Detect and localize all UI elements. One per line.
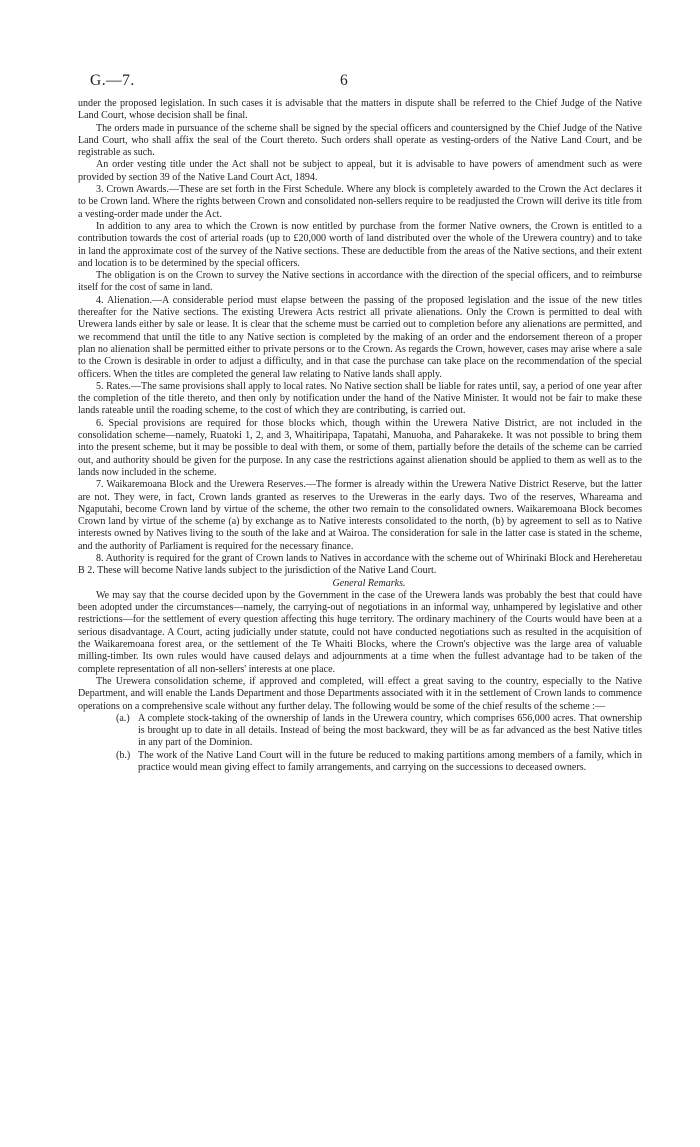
result-text: A complete stock-taking of the ownership of lands in the Urewera country, which comprises 656,000 acres. That ownership is brought up to date in all details. Instead of being the most backward, they will be as far advanced as the best Native titles in any part of the Dominion.	[138, 712, 642, 749]
result-text: The work of the Native Land Court will in the future be reduced to making partitions among members of a family, which in practice would mean giving effect to family arrangements, and carrying on the successions to deceased owners.	[138, 749, 642, 774]
paragraph: 5. Rates.—The same provisions shall apply to local rates. No Native section shall be liable for rates until, say, a period of one year after the completion of the title thereto, and then only by notification under the hand of the Native Minister. It would not be fair to make these lands rateable until the roading scheme, to the cost of which they are contributing, is carried out.	[78, 380, 642, 417]
document-reference: G.—7.	[90, 72, 135, 89]
paragraph: 4. Alienation.—A considerable period must elapse between the passing of the proposed legislation and the issue of the new titles thereafter for the Native sections. The existing Urewera Acts restrict all private alienations. Only the Crown is permitted to deal with Urewera lands either by sale or lease. It is clear that the scheme must be carried out to completion before any alienations are permitted, and we recommend that until the title to any Native section is completed by the making of an order and the endorsement thereon of a proper plan no alienation shall be permitted either to private persons or to the Crown. As regards the Crown, however, cases may arise where a sale to the Crown is desirable in order to adjust a difficulty, and in that case the purchase can take place on the recommendation of the special officers. When the titles are completed the general law relating to Native lands shall apply.	[78, 294, 642, 380]
document-body	[78, 98, 642, 774]
result-item	[116, 713, 642, 750]
result-label: (b.)	[116, 749, 131, 761]
result-label: (a.)	[116, 712, 130, 724]
remark-paragraph: We may say that the course decided upon by the Government in the case of the Urewera lands was probably the best that could have been adopted under the circumstances—namely, the carrying-out of negotiations in an informal way, unhampered by legislative and other restrictions—for the settlement of every question affecting this huge territory. The ordinary machinery of the Courts would have been at a serious disadvantage. A Court, acting judicially under statute, could not have conducted negotiations such as resulted in the acquisition of the Waikaremoana forest area, or the settlement of the Te Whaiti Blocks, where the Crown's objective was the large area of valuable milling-timber. Its own rules would have caused delays and adjournments at a time when the fullest advantage had to be taken of the complete representation of all non-sellers' interests at one place.	[78, 589, 642, 675]
paragraph: 6. Special provisions are required for those blocks which, though within the Urewera Native District, are not included in the consolidation scheme—namely, Ruatoki 1, 2, and 3, Whaitiripapa, Tapatahi, Manuoha, and Paharakeke. It was not possible to bring them into the present scheme, but it may be possible to deal with them, or some of them, partially before the details of the scheme can be carried out, and authority should be given for the purpose. In any case the restrictions against alienation should be applied to them as well as to the lands now included in the scheme.	[78, 417, 642, 478]
page-number: 6	[340, 72, 348, 89]
paragraph: An order vesting title under the Act shall not be subject to appeal, but it is advisable to have powers of amendment such as were provided by section 39 of the Native Land Court Act, 1894.	[78, 159, 642, 183]
paragraph: 3. Crown Awards.—These are set forth in the First Schedule. Where any block is completely awarded to the Crown the Act declares it to be Crown land. Where the rights between Crown and consolidated non-sellers require to be readjusted the Crown will derive its title from a vesting-order made under the Act.	[78, 184, 642, 220]
paragraph: 8. Authority is required for the grant of Crown lands to Natives in accordance with the scheme out of Whirinaki Block and Hereheretau B 2. These will become Native lands subject to the jurisdiction of the Native Land Court.	[78, 552, 642, 577]
section-heading: General Remarks.	[332, 577, 406, 589]
paragraph: In addition to any area to which the Crown is now entitled by purchase from the former Native owners, the Crown is entitled to a contribution towards the cost of arterial roads (up to £20,000 worth of land distributed over the whole of the Urewera country) and to take in land the approximate cost of the survey of the Native sections. These are deductible from the areas of the Native sections, and their extent and location is to be determined by the special officers.	[78, 220, 642, 269]
page-header	[78, 72, 642, 98]
paragraph: under the proposed legislation. In such cases it is advisable that the matters in dispute shall be referred to the Chief Judge of the Native Land Court, whose decision shall be final.	[78, 98, 642, 122]
remark-paragraph: The Urewera consolidation scheme, if approved and completed, will effect a great saving to the country, especially to the Native Department, and will enable the Lands Department and those Departments associated with it in the settlement of Crown lands to commence operations on a comprehensive scale without any further delay. The following would be some of the chief results of the scheme :—	[78, 675, 642, 712]
result-item	[116, 750, 642, 775]
paragraph: 7. Waikaremoana Block and the Urewera Reserves.—The former is already within the Urewera Native District Reserve, but the latter are not. They were, in fact, Crown lands granted as reserves to the Ureweras in the early days. Two of the reserves, Whareama and Ngaputahi, become Crown land by virtue of the scheme, the other two remain to the consolidated owners. Waikaremoana Block becomes Crown land by virtue of the scheme (a) by exchange as to Native interests consolidated to the north, (b) by agreement to sell as to Native interests owned by Natives living to the south of the lake and at Wairoa. The consideration for sale in the latter case is stated in the scheme, and the authority of Parliament is required for the necessary finance.	[78, 479, 642, 552]
paragraph: The orders made in pursuance of the scheme shall be signed by the special officers and countersigned by the Chief Judge of the Native Land Court, who shall affix the seal of the Court thereto. Such orders shall operate as vesting-orders of the Native Land Court, and be registrable as such.	[78, 122, 642, 159]
paragraph: The obligation is on the Crown to survey the Native sections in accordance with the direction of the special officers, and to reimburse itself for the cost of same in land.	[78, 270, 642, 294]
